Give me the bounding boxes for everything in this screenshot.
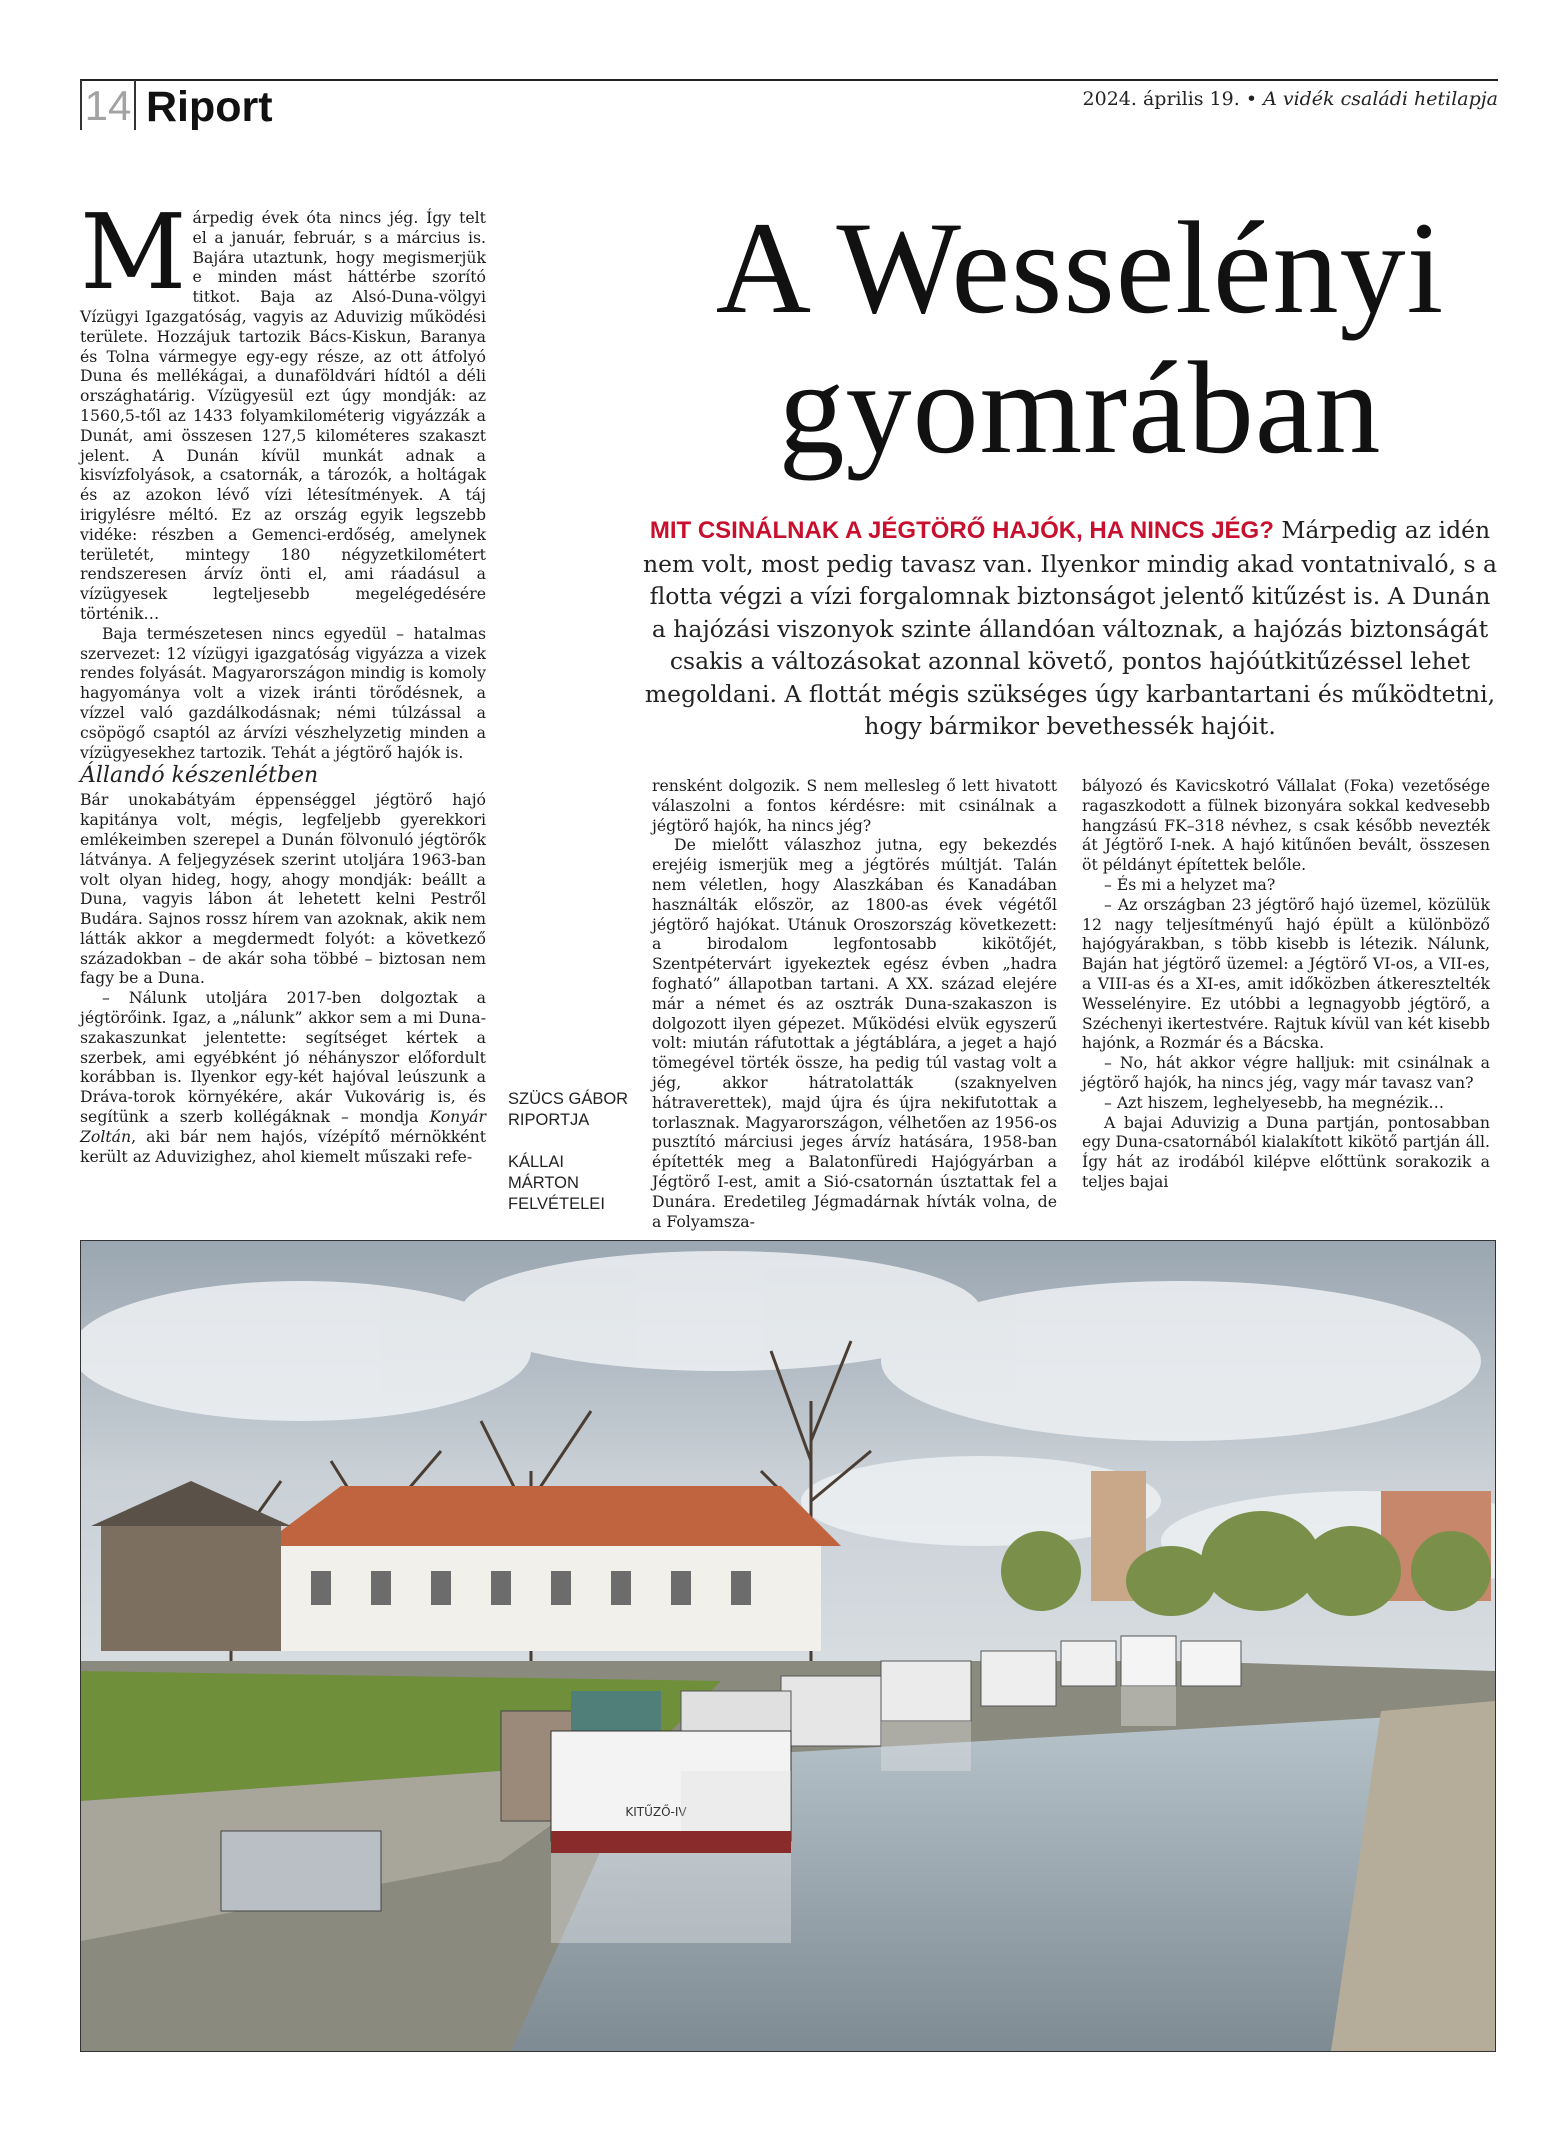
publication-tagline: A vidék családi hetilapja xyxy=(1263,88,1498,110)
paragraph: De mielőtt válaszhoz jutna, egy bekezdés erejéig ismerjük meg a jégtörés múltját. Talán nem véletlen, hogy Alaszkában és Kanadában használták először, az 1800-as évek végétől jégtörő hajókat. Utánuk Oroszország következett: a birodalom legfontosabb kikötőjét, Szentpétervárt igyekeztek egész évben „hadra fogható” állapotban tartani. A XX. század elejére már a német és az osztrák Duna-szakaszon is dolgozott ilyen gépezet. Működési elvük egyszerű volt: miután ráfutottak a jégtáblára, a jeget a hajó tömegével törték össze, ha pedig túl vastag volt a jég, akkor hátratolatták (szaknyelven hátraverettek), majd újra és újra nekifutottak a torlasznak. Magyarországon, vélhetően az 1956-os pusztító márciusi jeges árvíz hatására, 1958-ban építették meg a Balatonfüredi Hajógyárban a Jégtörő I-est, amit a Sió-csatornán úsztattak fel a Dunára. Eredetileg Jégmadárnak hívták volna, de a Folyamsza- xyxy=(652,835,1057,1231)
column-1 xyxy=(80,191,486,1166)
page-number: 14 xyxy=(80,80,136,130)
intro-paragraph: Márpedig évek óta nincs jég. Így telt el a január, február, s a március is. Bajára utaztunk, hogy megismerjük e minden mást háttérbe szorító titkot. Baja az Alsó-Duna-völgyi Vízügyi Igazgatóság, vagyis az Aduvizig működési területe. Hozzájuk tartozik Bács-Kiskun, Baranya és Tolna vármegye egy-egy része, az ott átfolyó Duna és mellékágai, a dunaföldvári hídtól a déli országhatárig. Vízügyesül ezt úgy mondják: az 1560,5-től az 1433 folyamkilométerig vigyázzák a Dunát, ami összesen 127,5 kilométeres szakaszt jelent. A Dunán kívül munkát adnak a kisvízfolyások, a csatornák, a tározók, a holtágak és az azokon lévő vízi létesítmények. A táj irigylésre méltó. Ez az ország egyik legszebb vidéke: részben a Gemenci-erdőség, amelynek területét, mintegy 180 négyzetkilométert rendszeresen árvíz önti el, ami ráadásul a vízügyesek legteljesebb megelégedésére történik… xyxy=(80,191,486,623)
paragraph: Baja természetesen nincs egyedül – hatalmas szervezet: 12 vízügyi igazgatóság vigyázza a vizek rendes folyását. Magyarországon mindig is komoly hagyománya volt a vizek iránti törődésnek, a vízzel való gazdálkodásnak; némi túlzással a csöpögő csaptól az árvízi vészhelyzetig minden a vízügyesekhez tartozik. Tehát a jégtörő hajók is. xyxy=(80,623,486,762)
lead-kicker: MIT CSINÁLNAK A JÉGTÖRŐ HAJÓK, HA NINCS JÉG? xyxy=(649,517,1274,544)
dateline xyxy=(1083,88,1498,110)
issue-date: 2024. április 19. • xyxy=(1082,88,1258,110)
paragraph: Bár unokabátyám éppenséggel jégtörő hajó kapitánya volt, mégis, legfeljebb gyerekkori emlékeimben szerepel a Dunán fölvonuló jégtörők látványa. A feljegyzések szerint utoljára 1963-ban volt olyan hideg, hogy, ahogy mondják: beállt a Duna, vagyis lábon át lehetett kelni Pestről Budára. Sajnos rossz hírem van azoknak, akik nem látták akkor a megdermedt folyót: a következő századokban – de akár soha többé – biztosan nem fagy be a Duna. xyxy=(80,790,486,988)
wooden-shed xyxy=(101,1521,281,1651)
interviewee-name: Konyár Zoltán xyxy=(80,1107,486,1146)
paragraph: A bajai Aduvizig a Duna partján, pontosabban egy Duna-csatornából kialakított kikötő partján áll. Így hát az irodából kilépve előttünk sorakozik a teljes bajai xyxy=(1082,1112,1490,1191)
article-lead xyxy=(640,514,1500,743)
paragraph: – Azt hiszem, leghelyesebb, ha megnézik… xyxy=(1104,1092,1445,1112)
article-title xyxy=(660,194,1500,481)
byline-role: RIPORTJA xyxy=(508,1111,590,1129)
paragraph: rensként dolgozik. S nem mellesleg ő lett hivatott válaszolni a fontos kérdésre: mit csinálnak a jégtörő hajók, ha nincs jég? xyxy=(652,776,1057,835)
harbor-illustration xyxy=(81,1241,1495,2051)
title-line-2: gyomrában xyxy=(778,334,1382,481)
drop-cap: M xyxy=(80,191,187,313)
section-title: Riport xyxy=(146,83,273,131)
byline xyxy=(508,1089,638,1215)
subheading: Állandó készenlétben xyxy=(80,763,319,789)
paragraph: – Az országban 23 jégtörő hajó üzemel, közülük 12 nagy teljesítményű hajó épült a különböző hajógyárakban, s több kisebb is létezik. Nálunk, Baján hat jégtörő üzemel: a Jégtörő VI-os, a VII-es, a VIII-as és a XI-es, amit időközben átkeresztelték Wesselényire. Ez utóbbi a legnagyobb jégtörő, a Széchenyi ikertestvére. Rajtuk kívül van két kisebb hajónk, a Rozmár és a Bácska. xyxy=(1082,894,1490,1053)
paragraph: – Nálunk utoljára 2017-ben dolgoztak a jégtörőink. Igaz, a „nálunk” akkor sem a mi Duna-szakaszunkat jelentette: segítséget kértek a szerbek, ami egyébként jó néhányszor előfordult korábban is. Ilyenkor egy-két hajóval leúszunk a Dráva-torok környékére, akár Vukovárig is, és segítünk a szerb kollégáknak – mondja Konyár Zoltán, aki bár nem hajós, vízépítő mérnökként került az Aduvizighez, ahol kiemelt műszaki refe- xyxy=(80,988,486,1166)
lead-text: Márpedig az idén nem volt, most pedig tavasz van. Ilyenkor mindig akad vontatnivaló, s a flotta végzi a vízi forgalomnak biztonságot jelentő kitűzést is. A Dunán a hajózási viszonyok szinte állandóan változnak, a hajózás biztonságát csakis a változásokat azonnal követő, pontos hajóútkitűzéssel lehet megoldani. A flottát mégis szükséges úgy karbantartani és működtetni, hogy bármikor bevethessék hajóit. xyxy=(642,516,1498,740)
building-roof xyxy=(261,1486,841,1546)
column-2 xyxy=(652,776,1057,1231)
paragraph: – No, hát akkor végre halljuk: mit csinálnak a jégtörő hajók, ha nincs jég, vagy már tavasz van? xyxy=(1082,1053,1490,1092)
byline-photographer: MÁRTON xyxy=(508,1174,579,1192)
byline-author: SZÜCS GÁBOR xyxy=(508,1090,629,1108)
byline-photo-role: FELVÉTELEI xyxy=(508,1195,605,1213)
column-3 xyxy=(1082,776,1490,1192)
paragraph: – És mi a helyzet ma? xyxy=(1104,874,1276,894)
paragraph: bályozó és Kavicskotró Vállalat (Foka) vezetősége ragaszkodott a fülnek bizonyára sokkal kedvesebb hangzású FK–318 névhez, s csak később nevezték át Jégtörő I-nek. A hajó kitűnően bevált, összesen öt példányt építettek belőle. xyxy=(1082,776,1490,875)
title-line-1: A Wesselényi xyxy=(715,194,1445,341)
byline-photographer: KÁLLAI xyxy=(508,1153,564,1171)
header-rule xyxy=(80,79,1498,81)
harbor-photo xyxy=(80,1240,1496,2052)
boat-roof xyxy=(571,1691,661,1731)
boat-label: KITŰZŐ-IV xyxy=(625,1805,687,1819)
